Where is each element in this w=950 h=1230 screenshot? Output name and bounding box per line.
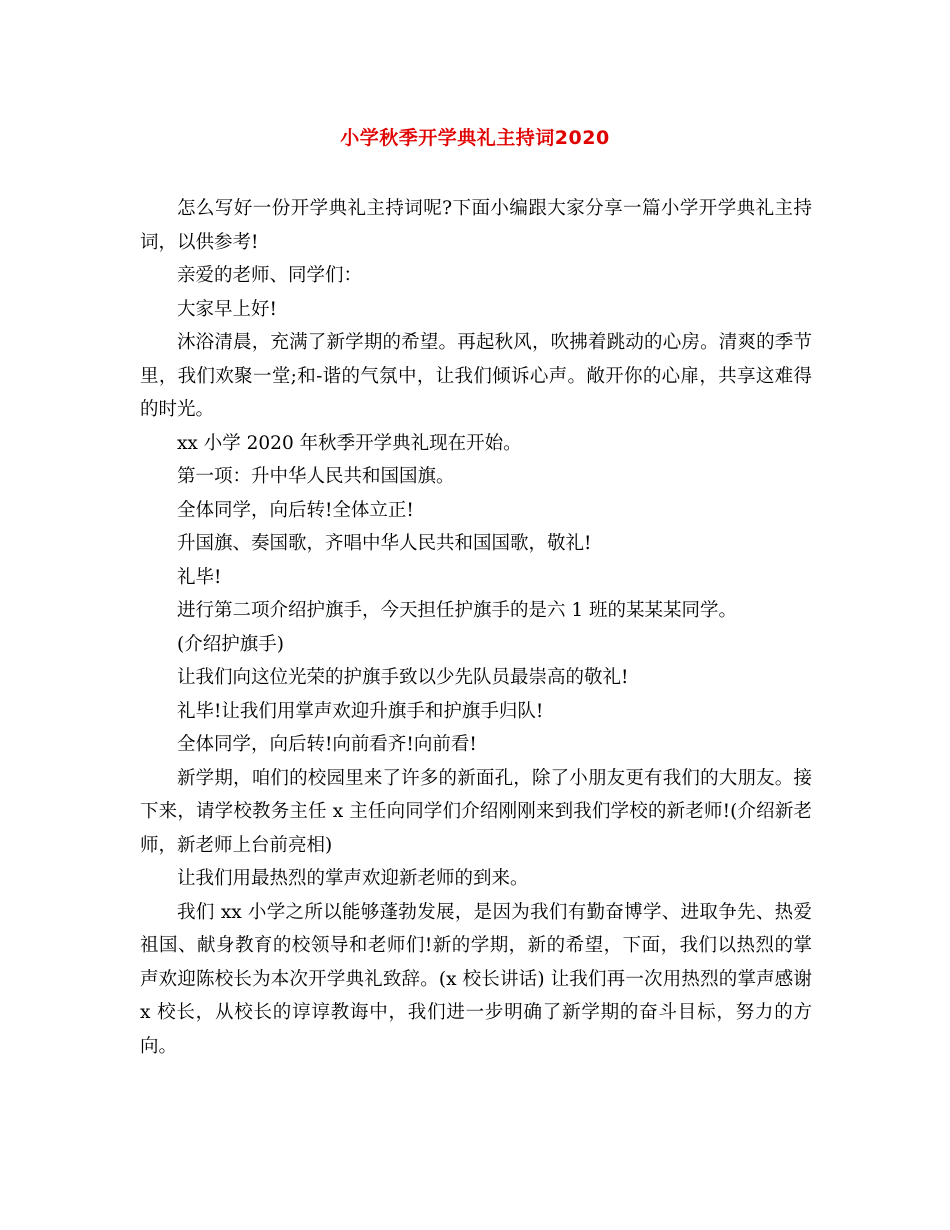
paragraph: 大家早上好! (177, 298, 277, 320)
paragraph: 怎么写好一份开学典礼主持词呢?下面小编跟大家分享一篇小学开学典礼主持词，以供参考! (140, 198, 812, 253)
paragraph: 进行第二项介绍护旗手，今天担任护旗手的是六 1 班的某某某同学。 (177, 600, 738, 621)
paragraph: xx 小学 2020 年秋季开学典礼现在开始。 (177, 432, 522, 454)
paragraph: 升国旗、奏国歌，齐唱中华人民共和国国歌，敬礼! (177, 533, 592, 554)
paragraph: 全体同学，向后转!向前看齐!向前看! (177, 734, 477, 755)
document-body (140, 192, 812, 1063)
paragraph: 礼毕! (177, 566, 222, 588)
paragraph: 礼毕!让我们用掌声欢迎升旗手和护旗手归队! (177, 700, 544, 722)
paragraph: 沐浴清晨，充满了新学期的希望。再起秋风，吹拂着跳动的心房。清爽的季节里，我们欢聚一堂;和-谐的气氛中，让我们倾诉心声。敞开你的心扉，共享这难得的时光。 (140, 332, 812, 420)
paragraph: 让我们向这位光荣的护旗手致以少先队员最崇高的敬礼! (177, 667, 629, 688)
paragraph: 全体同学，向后转!全体立正! (177, 499, 414, 521)
paragraph: 第一项：升中华人民共和国国旗。 (177, 466, 455, 487)
document-title: 小学秋季开学典礼主持词2020 (340, 127, 610, 149)
paragraph: 我们 xx 小学之所以能够蓬勃发展，是因为我们有勤奋博学、进取争先、热爱祖国、献身教育的校领导和老师们!新的学期，新的希望，下面，我们以热烈的掌声欢迎陈校长为本次开学典礼致辞。(x 校长讲话) 让我们再一次用热烈的掌声感谢 x 校长，从校长的谆谆教诲中，我们进一步明确了新学期的奋斗目标，努力的方向。 (140, 901, 812, 1057)
paragraph: 新学期，咱们的校园里来了许多的新面孔，除了小朋友更有我们的大朋友。接下来，请学校教务主任 x 主任向同学们介绍刚刚来到我们学校的新老师!(介绍新老师，新老师上台前亮相) (140, 767, 812, 856)
paragraph: 亲爱的老师、同学们： (177, 265, 363, 286)
paragraph: (介绍护旗手) (177, 633, 284, 655)
paragraph: 让我们用最热烈的掌声欢迎新老师的到来。 (177, 868, 529, 889)
